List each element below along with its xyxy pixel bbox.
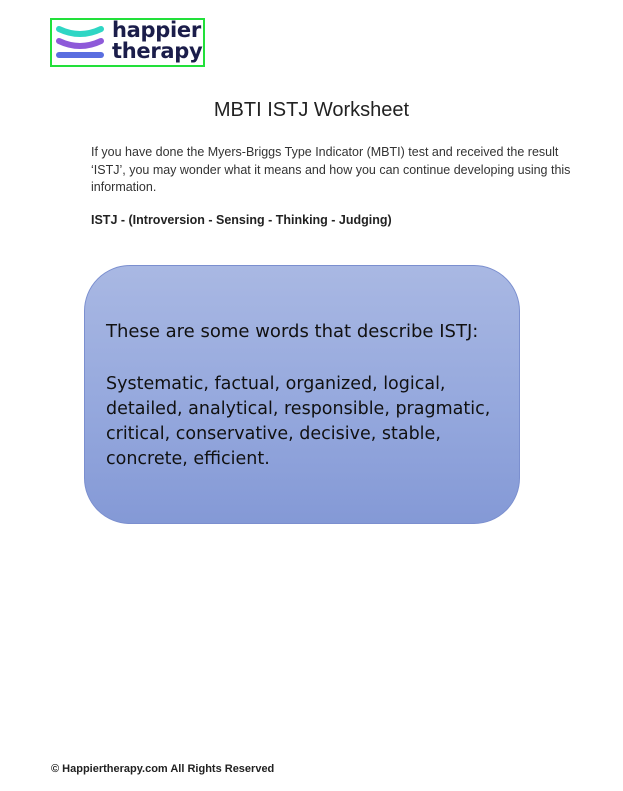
type-definition: ISTJ - (Introversion - Sensing - Thinking - Judging) [91, 213, 392, 227]
page-title: MBTI ISTJ Worksheet [213, 99, 410, 121]
descriptor-heading: These are some words that describe ISTJ: [106, 321, 479, 342]
copyright-footer: © Happiertherapy.com All Rights Reserved [51, 763, 275, 775]
descriptor-words-box [84, 265, 520, 524]
logo-wordmark [112, 20, 202, 62]
logo-wave-teal [59, 29, 101, 34]
logo-wave-purple [59, 41, 101, 46]
descriptor-words: Systematic, factual, organized, logical, detailed, analytical, responsible, pragmatic, critical, conservative, decisive, stable, concrete, efficient. [106, 374, 491, 469]
happier-therapy-logo [50, 18, 205, 67]
intro-paragraph: If you have done the Myers-Briggs Type Indicator (MBTI) test and received the result ‘ISTJ’, you may wonder what it means and how you can continue developing using this information. [91, 145, 571, 194]
logo-line-2: therapy [112, 39, 203, 63]
logo-waves-icon [55, 23, 105, 63]
logo-line-1: happier [112, 18, 201, 42]
